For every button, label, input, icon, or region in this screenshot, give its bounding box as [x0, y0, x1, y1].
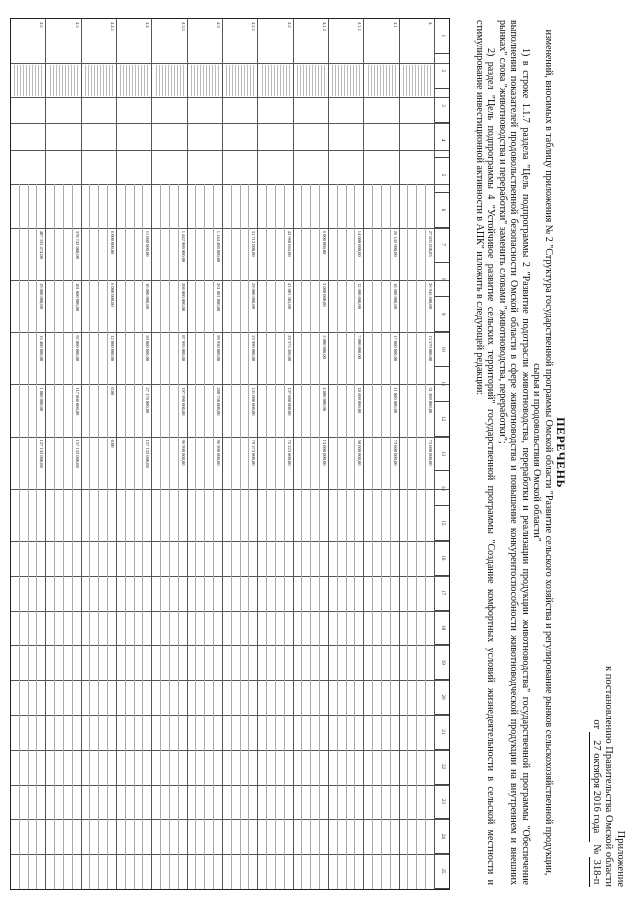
table-row-id: 4.3.1	[180, 22, 186, 31]
table-row-description	[296, 65, 327, 97]
table-row-id: 4.	[428, 22, 433, 26]
table-row-description	[260, 65, 291, 97]
document-title: ПЕРЕЧЕНЬ	[554, 417, 568, 488]
table-cell-value: 6 000 000,00	[110, 230, 115, 255]
table-subrow-divider	[275, 184, 276, 889]
table-cell-value: 18 600 000,00	[392, 283, 398, 309]
table-row-divider	[257, 19, 258, 889]
table-cell-value: 1 144 400 000,00	[216, 230, 221, 263]
table-subrow-divider	[319, 184, 320, 889]
table-cell-value: 96 990 000,00	[216, 439, 221, 466]
table-subrow-divider	[249, 184, 250, 889]
table-subrow-divider	[240, 184, 241, 889]
table-row-id: 4.4.1	[110, 22, 115, 31]
table-cell-value: 127 133 000,00	[39, 439, 45, 468]
table-row-description	[331, 65, 362, 97]
table-subrow-divider	[284, 184, 285, 889]
table-header-cell: 9	[435, 297, 449, 332]
table-cell-value: 29 000 000,00	[251, 283, 257, 309]
table-cell-value: 19 000 000,00	[39, 283, 45, 309]
annex-date: 27 октября 2016 года	[589, 732, 602, 842]
table-cell-value: 6 000 000,00	[322, 230, 327, 255]
table-header-cell: 2	[435, 54, 449, 89]
table-cell-value: 6 000 000,00	[110, 283, 115, 307]
table-cell-value: 76 223 800,00	[286, 439, 292, 466]
table-cell-value: 12 600 000,00	[357, 283, 363, 309]
table-cell-value: 18 600 000,00	[357, 387, 363, 414]
table-cell-value: 13 579 000,00	[428, 335, 433, 362]
table-subrow-divider	[266, 184, 267, 889]
table-subrow-divider	[72, 184, 73, 889]
table-cell-value: 26 145 900,00	[392, 230, 398, 257]
table-cell-value: 29 375 360,00	[286, 335, 292, 362]
annex-from: от	[591, 719, 602, 730]
table-subrow-divider	[337, 184, 338, 889]
table-cell-value: 20 000 000,00	[145, 335, 151, 362]
table-cell-value: 208 000 000,00	[180, 283, 186, 312]
table-row-divider	[363, 19, 364, 889]
table-subrow-divider	[231, 184, 232, 889]
table-cell-value: 197 990 000,00	[180, 387, 186, 416]
table-column-divider	[11, 123, 449, 124]
annex-no-sign: №	[591, 844, 602, 855]
table-header-cell: 13	[435, 437, 449, 472]
table-cell-value: 12 000 000,00	[110, 335, 115, 362]
table-cell-value: 7 000 000,00	[357, 335, 363, 359]
table-cell-value: 0,00	[110, 439, 115, 448]
intro-paragraph-0: изменений, вносимых в таблицу приложения № 2 "Структура государственной программы Омской области "Развитие сельского хозяйства и регулирование рынков сельскохозяйственной продукции, сырья и продовольствия Омской области"	[531, 29, 554, 876]
table-header-cell: 16	[435, 541, 449, 576]
table-cell-value: 101 000 000,00	[74, 283, 80, 312]
table-cell-value: 407 333 474,00	[39, 230, 45, 259]
program-structure-table	[10, 18, 450, 890]
table-row-id: 4.6	[39, 22, 45, 28]
table-row-id: 4.1.2	[322, 22, 327, 31]
table-row-divider	[116, 19, 117, 889]
table-cell-value: 0,00	[110, 387, 115, 396]
table-cell-value: 41 001 305,00	[286, 283, 292, 309]
table-subrow-divider	[98, 184, 99, 889]
table-subrow-divider	[425, 184, 426, 889]
table-header-cell: 3	[435, 89, 449, 124]
table-cell-value: 261 001 000,00	[216, 283, 221, 312]
annex-line2: к постановлению Правительства Омской области	[603, 666, 614, 887]
table-cell-value: 23 990 000,00	[251, 335, 257, 362]
table-subrow-divider	[169, 184, 170, 889]
table-subrow-divider	[196, 184, 197, 889]
table-cell-value: 42 960 045,00	[286, 230, 292, 257]
table-row-description	[402, 65, 433, 97]
table-cell-value: 13 000 000,00	[322, 439, 327, 466]
table-column-divider	[11, 150, 449, 151]
table-row-divider	[45, 19, 46, 889]
table-header-cell: 4	[435, 123, 449, 158]
table-cell-value: 92 800 000,00	[74, 335, 80, 362]
table-row-divider	[187, 19, 188, 889]
table-cell-value: 79 573 000,00	[251, 439, 257, 466]
table-subrow-divider	[63, 184, 64, 889]
table-cell-value: 75 000 000,00	[428, 439, 433, 466]
table-subrow-divider	[160, 184, 161, 889]
table-row-id: 4.4	[145, 22, 151, 28]
table-header-cell: 8	[435, 263, 449, 298]
table-header-cell: 5	[435, 158, 449, 193]
table-cell-value: 96 990 000,00	[180, 439, 186, 466]
table-row-description	[154, 65, 185, 97]
table-subrow-divider	[302, 184, 303, 889]
table-header-cell: 19	[435, 645, 449, 680]
table-cell-value: 26 945 600,00	[428, 283, 433, 309]
table-cell-value: 11 000 000,00	[145, 230, 151, 257]
table-subrow-divider	[54, 184, 55, 889]
table-cell-value: 137 133 000,00	[74, 439, 80, 468]
table-row-divider	[399, 19, 400, 889]
table-subrow-divider	[213, 184, 214, 889]
table-subrow-divider	[372, 184, 373, 889]
table-subrow-divider	[143, 184, 144, 889]
table-row-divider	[434, 19, 435, 889]
table-cell-value: 87 995 000,00	[180, 335, 186, 362]
table-subrow-divider	[390, 184, 391, 889]
table-subrow-divider	[28, 184, 29, 889]
table-cell-value: 137 133 000,00	[145, 439, 151, 468]
annex-number: 318-п	[589, 857, 602, 887]
table-header-cell: 23	[435, 785, 449, 820]
table-row-description	[225, 65, 256, 97]
intro-text	[474, 20, 555, 885]
table-cell-value: 73 000 000,00	[392, 439, 398, 466]
table-cell-value: 131 000 000,00	[251, 387, 257, 416]
intro-paragraph-2: 2) раздел "Цель подпрограммы 4 "Устойчивое развитие сельских территорий" государственной программы "Создание комфортных условий жизнедеятельности в сельской местности и стимулирование инвестиционной активности в АПК" изложить в следующей редакции:	[474, 20, 497, 885]
table-row-divider	[151, 19, 152, 889]
annex-line3	[589, 587, 602, 887]
table-cell-value: 1 000 000,00	[39, 387, 45, 412]
table-header-cell: 20	[435, 680, 449, 715]
table-cell-value: 99 950 000,00	[216, 335, 221, 362]
table-subrow-divider	[355, 184, 356, 889]
table-header-cell: 10	[435, 332, 449, 367]
table-header-cell: 1	[435, 19, 449, 54]
table-cell-value: 17 000 000,00	[392, 335, 398, 362]
table-row-divider	[222, 19, 223, 889]
table-header-cell: 11	[435, 367, 449, 402]
table-row-id: 4.2.1	[251, 22, 257, 31]
table-subrow-divider	[416, 184, 417, 889]
table-header-cell: 14	[435, 471, 449, 506]
table-cell-value: 137 880 000,00	[286, 387, 292, 416]
table-cell-value: 1 442 900 000,00	[180, 230, 186, 263]
table-row-id: 4.3	[216, 22, 221, 28]
table-header-cell: 22	[435, 750, 449, 785]
table-cell-value: 14 000 000,00	[357, 230, 363, 257]
table-cell-value: 31 712 000,00	[251, 230, 257, 257]
table-cell-value: 50 000 000,00	[357, 439, 363, 466]
table-header-cell: 21	[435, 715, 449, 750]
table-header-cell: 6	[435, 193, 449, 228]
table-cell-value: 31 309 000,00	[428, 387, 433, 414]
table-cell-value: 3 000 000,00	[322, 283, 327, 307]
table-row-description	[190, 65, 221, 97]
table-subrow-divider	[346, 184, 347, 889]
table-subrow-divider	[134, 184, 135, 889]
table-header-cell: 7	[435, 228, 449, 263]
table-row-divider	[293, 19, 294, 889]
intro-paragraph-1: 1) в строке 1.1.7 раздела "Цель подпрограммы 2 "Развитие подотрасли животноводства, переработки и реализации продукции животноводства" государственной программы "Обеспечение выполнения показателей продовольственной безопасности Омской области в сфере животноводства и повышение конкурентоспособности животноводческой продукции на внутреннем и внешних рынках" слова "животноводства и переработки" заменить словами "животноводства, переработки";	[497, 20, 531, 885]
table-cell-value: 27 831 830,05	[428, 230, 433, 257]
table-row-description	[366, 65, 397, 97]
annex-block	[589, 587, 626, 887]
table-row-divider	[328, 19, 329, 889]
table-header-cell: 12	[435, 402, 449, 437]
table-row-divider	[81, 19, 82, 889]
table-row-description	[84, 65, 115, 97]
table-row-id: 4.1	[392, 22, 398, 28]
table-subrow-divider	[90, 184, 91, 889]
table-subrow-divider	[125, 184, 126, 889]
table-subrow-divider	[310, 184, 311, 889]
table-cell-value: 11 000 000,00	[392, 387, 398, 414]
table-cell-value: 10 000 000,00	[145, 283, 151, 309]
table-cell-value: 2 000 000,00	[322, 335, 327, 359]
table-header-cell: 17	[435, 576, 449, 611]
table-row-description	[119, 65, 150, 97]
table-row-description	[13, 65, 44, 97]
table-cell-value: 200 750 000,00	[216, 387, 221, 416]
table-subrow-divider	[204, 184, 205, 889]
table-cell-value: 117 800 000,00	[74, 387, 80, 416]
table-cell-value: 15 400 000,00	[39, 335, 45, 362]
table-cell-value: 370 742 000,00	[74, 230, 80, 259]
annex-line1: Приложение	[615, 830, 626, 887]
table-row-description	[48, 65, 79, 97]
table-row-id: 4.2	[286, 22, 292, 28]
table-row-id: 4.1.1	[357, 22, 363, 31]
table-column-divider	[11, 97, 449, 98]
table-header-cell: 18	[435, 611, 449, 646]
table-subrow-divider	[19, 184, 20, 889]
table-subrow-divider	[107, 184, 108, 889]
table-subrow-divider	[178, 184, 179, 889]
table-subrow-divider	[408, 184, 409, 889]
table-cell-value: 4 000 000,00	[322, 387, 327, 412]
table-header-cell: 25	[435, 854, 449, 889]
table-header-cell: 15	[435, 506, 449, 541]
table-header-cell: 24	[435, 819, 449, 854]
table-cell-value: 27 170 000,00	[145, 387, 151, 414]
table-column-divider	[11, 63, 449, 64]
table-subrow-divider	[381, 184, 382, 889]
table-subrow-divider	[37, 184, 38, 889]
table-row-id: 4.5	[74, 22, 80, 28]
